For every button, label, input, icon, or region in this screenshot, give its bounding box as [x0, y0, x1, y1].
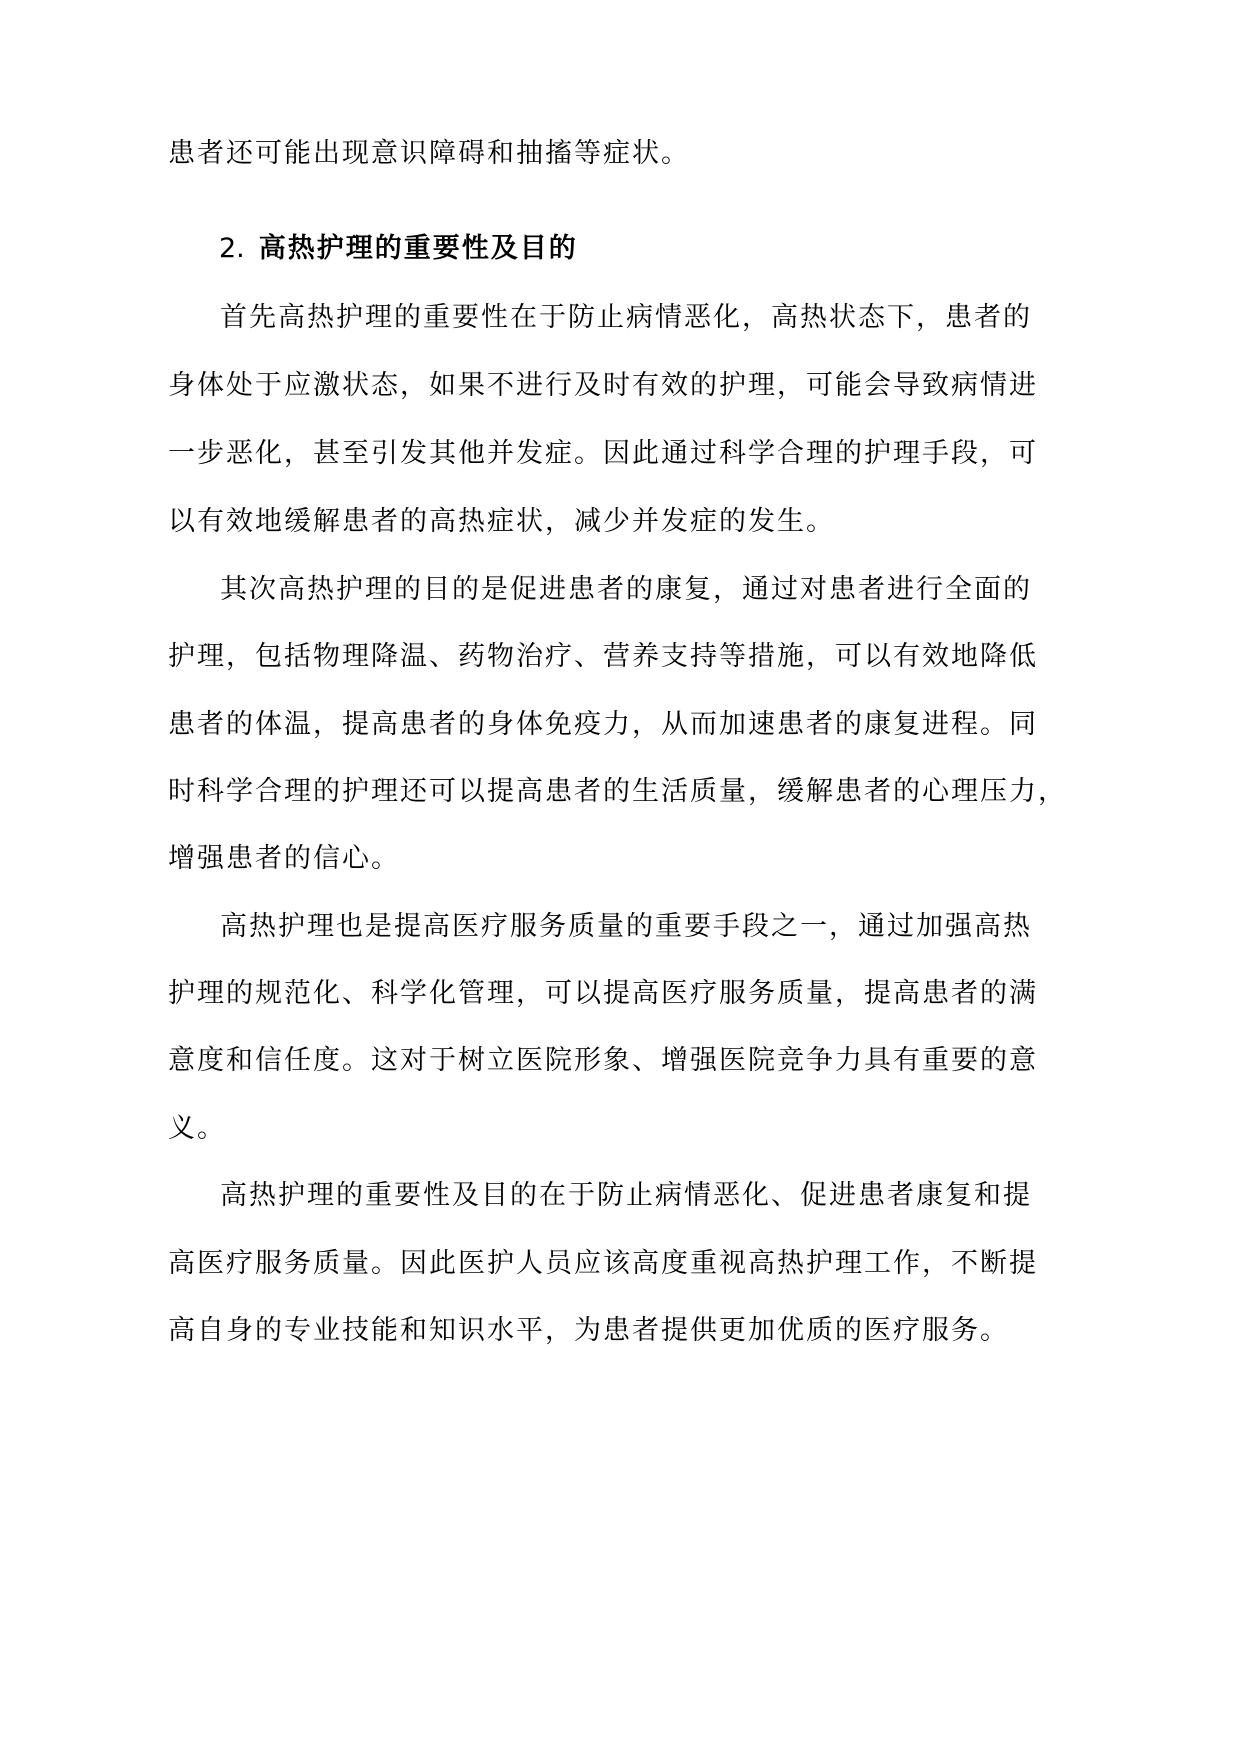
paragraph-line: 患者还可能出现意识障碍和抽搐等症状。 — [168, 138, 690, 169]
paragraph-line: 高医疗服务质量。因此医护人员应该高度重视高热护理工作，不断提 — [168, 1248, 1038, 1279]
paragraph-line: 意度和信任度。这对于树立医院形象、增强医院竞争力具有重要的意 — [168, 1045, 1038, 1076]
paragraph-line: 高热护理的重要性及目的在于防止病情恶化、促进患者康复和提 — [220, 1180, 1032, 1211]
paragraph-line: 其次高热护理的目的是促进患者的康复，通过对患者进行全面的 — [220, 574, 1032, 605]
paragraph-line: 身体处于应激状态，如果不进行及时有效的护理，可能会导致病情进 — [168, 370, 1038, 401]
paragraph-line: 一步恶化，甚至引发其他并发症。因此通过科学合理的护理手段，可 — [168, 438, 1038, 469]
paragraph-line: 护理的规范化、科学化管理，可以提高医疗服务质量，提高患者的满 — [168, 978, 1038, 1009]
paragraph-line: 高自身的专业技能和知识水平，为患者提供更加优质的医疗服务。 — [168, 1315, 1009, 1346]
paragraph-line: 时科学合理的护理还可以提高患者的生活质量，缓解患者的心理压力， — [168, 776, 1067, 807]
paragraph-line: 义。 — [168, 1113, 226, 1144]
paragraph-line: 高热护理也是提高医疗服务质量的重要手段之一，通过加强高热 — [220, 911, 1032, 942]
paragraph-line: 护理，包括物理降温、药物治疗、营养支持等措施，可以有效地降低 — [168, 641, 1038, 672]
paragraph-line: 增强患者的信心。 — [168, 843, 400, 874]
paragraph-line: 首先高热护理的重要性在于防止病情恶化，高热状态下，患者的 — [220, 302, 1032, 333]
paragraph-line: 以有效地缓解患者的高热症状，减少并发症的发生。 — [168, 506, 835, 537]
section-title: 高热护理的重要性及目的 — [258, 233, 578, 264]
paragraph-line: 患者的体温，提高患者的身体免疫力，从而加速患者的康复进程。同 — [168, 709, 1038, 740]
section-heading — [219, 229, 578, 269]
section-number: 2. — [219, 233, 245, 264]
